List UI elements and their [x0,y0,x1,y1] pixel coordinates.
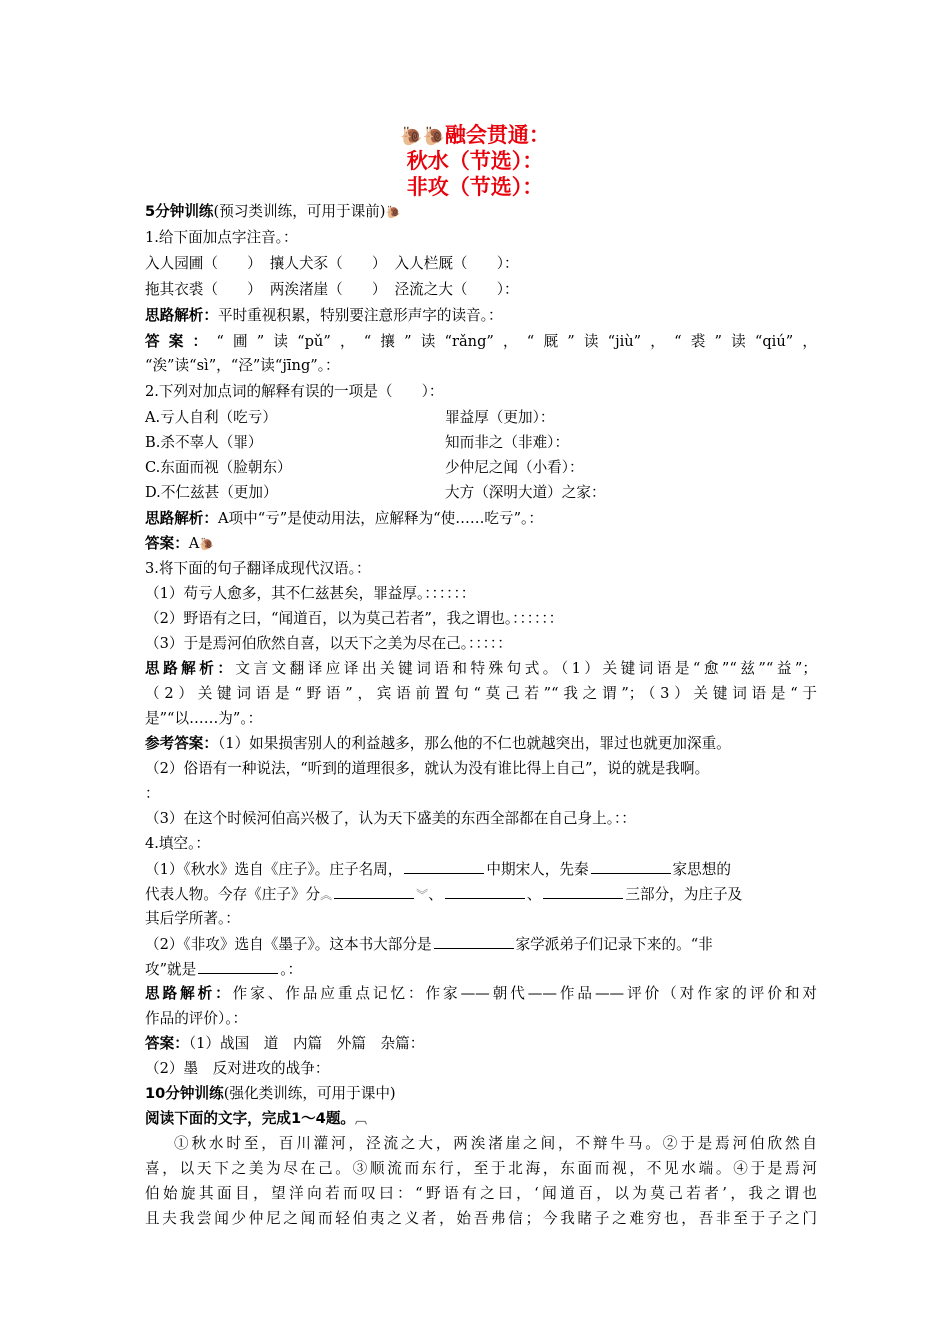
q2-stem: 2.下列对加点词的解释有误的一项是（ ）： [145,383,444,400]
bracket-icon: ︹ [355,1112,368,1126]
q2-answer: 答案：A🐌 [145,535,215,552]
q4-answer-2: （2）墨 反对进攻的战争： [145,1060,330,1077]
q2-option-c: C.东面而视（脸朝东） 少仲尼之闻（小看）： [145,459,584,476]
q4-part1-line3: 其后学所著。： [145,910,240,927]
section-10min-heading: 10分钟训练(强化类训练，可用于课中) [145,1085,396,1102]
passage-line-1: ①秋水时至，百川灌河，泾流之大，两涘渚崖之间，不辩牛马。②于是焉河伯欣然自 [174,1135,817,1152]
q2-analysis: 思路解析：A项中“亏”是使动用法，应解释为“使……吃亏”。： [145,510,543,527]
q3-answer-3: （3）在这个时候河伯高兴极了，认为天下盛美的东西全部都在自己身上。：： [145,810,636,827]
passage-line-2: 喜，以天下之美为尽在己。③顺流而东行，至于北海，东面而视，不见水端。④于是焉河 [145,1160,817,1177]
q4-part1-line2: 代表人物。今存《庄子》分︽ ︾、 、 三部分，为庄子及 [145,886,743,903]
q4-part1-line1: （1）《秋水》选自《庄子》。庄子名周， 中期宋人，先秦 家思想的 [145,861,731,878]
q4-part2-line2: 攻”就是 。： [145,961,303,978]
q1-answer-2: “涘”读“sì”，“泾”读“jīng”。： [145,357,340,374]
passage-line-4: 且夫我尝闻少仲尼之闻而轻伯夷之义者，始吾弗信；今我睹子之难穷也，吾非至于子之门 [145,1210,817,1227]
q3-analysis-2: （2）关键词语是“野语”，宾语前置句“莫己若”“我之谓”；（3）关键词语是“于 [145,685,817,702]
q4-analysis-1: 思路解析：作家、作品应重点记忆：作家——朝代——作品——评价（对作家的评价和对 [145,985,817,1002]
q3-sentence-3: （3）于是焉河伯欣然自喜，以天下之美为尽在己。：：：：： [145,635,512,652]
q3-sentence-2: （2）野语有之曰，“闻道百，以为莫己若者”，我之谓也。：：：：：： [145,610,564,627]
fill-blank[interactable] [591,859,671,874]
q1-row-2: 拖其衣裘（ ） 两涘渚崖（ ） 泾流之大（ ）： [145,281,519,298]
passage-line-3: 伯始旋其面目，望洋向若而叹曰：“野语有之曰，‘闻道百，以为莫己若者’，我之谓也 [145,1185,817,1202]
q1-answer-1: 答案：“圃”读“pǔ”，“攘”读“rǎng”，“厩”读“jiù”，“裘”读“qiú”， [145,333,817,350]
q2-option-b: B.杀不辜人（罪） 知而非之（非难）： [145,434,570,451]
fill-blank[interactable] [404,859,484,874]
q4-stem: 4.填空。： [145,835,210,852]
fill-blank[interactable] [434,934,514,949]
title-line-1: 🐌🐌融会贯通： [400,123,550,147]
q1-row-1: 入人园圃（ ） 攘人犬豕（ ） 入人栏厩（ ）： [145,255,519,272]
q4-analysis-2: 作品的评价）。： [145,1010,248,1027]
q3-analysis-1: 思路解析：文言文翻译应译出关键词语和特殊句式。（1）关键词语是“愈”“兹”“益”； [145,660,817,677]
q1-analysis: 思路解析：平时重视积累，特别要注意形声字的读音。： [145,307,503,324]
bracket-icon: ︾ [416,888,429,902]
q3-stem: 3.将下面的句子翻译成现代汉语。： [145,560,371,577]
fill-blank[interactable] [334,884,414,899]
q3-answer-2: （2）俗语有一种说法，“听到的道理很多，就认为没有谁比得上自己”，说的就是我啊。 [145,760,710,777]
section-5min-heading: 5分钟训练(预习类训练，可用于课前)🐌 [145,203,401,220]
q3-answer-2b: ： [145,785,160,802]
fill-blank[interactable] [543,884,623,899]
reading-instruction: 阅读下面的文字，完成1～4题。︹ [145,1110,368,1127]
snail-ornament-icon: 🐌🐌 [400,126,445,147]
fill-blank[interactable] [445,884,525,899]
title-line-3: 非攻（节选）： [406,175,544,199]
q4-answer-1: 答案：（1）战国 道 内篇 外篇 杂篇： [145,1035,425,1052]
fill-blank[interactable] [198,959,278,974]
q3-answer-1: 参考答案：（1）如果损害别人的利益越多，那么他的不仁也就越突出，罪过也就更加深重。 [145,735,731,752]
bracket-icon: ︽ [320,888,333,902]
snail-icon: 🐌 [385,205,401,219]
q1-stem: 1.给下面加点字注音。： [145,229,298,246]
q2-option-d: D.不仁兹甚（更加） 大方（深明大道）之家： [145,484,606,501]
snail-icon: 🐌 [199,537,215,551]
title-line-2: 秋水（节选）： [406,149,544,173]
q3-analysis-3: 是”“以……为”。： [145,710,263,727]
q4-part2-line1: （2）《非攻》选自《墨子》。这本书大部分是 家学派弟子们记录下来的。“非 [145,936,713,953]
q2-option-a: A.亏人自利（吃亏） 罪益厚（更加）： [145,409,555,426]
q3-sentence-1: （1）苟亏人愈多，其不仁兹甚矣，罪益厚。：：：：：： [145,585,476,602]
